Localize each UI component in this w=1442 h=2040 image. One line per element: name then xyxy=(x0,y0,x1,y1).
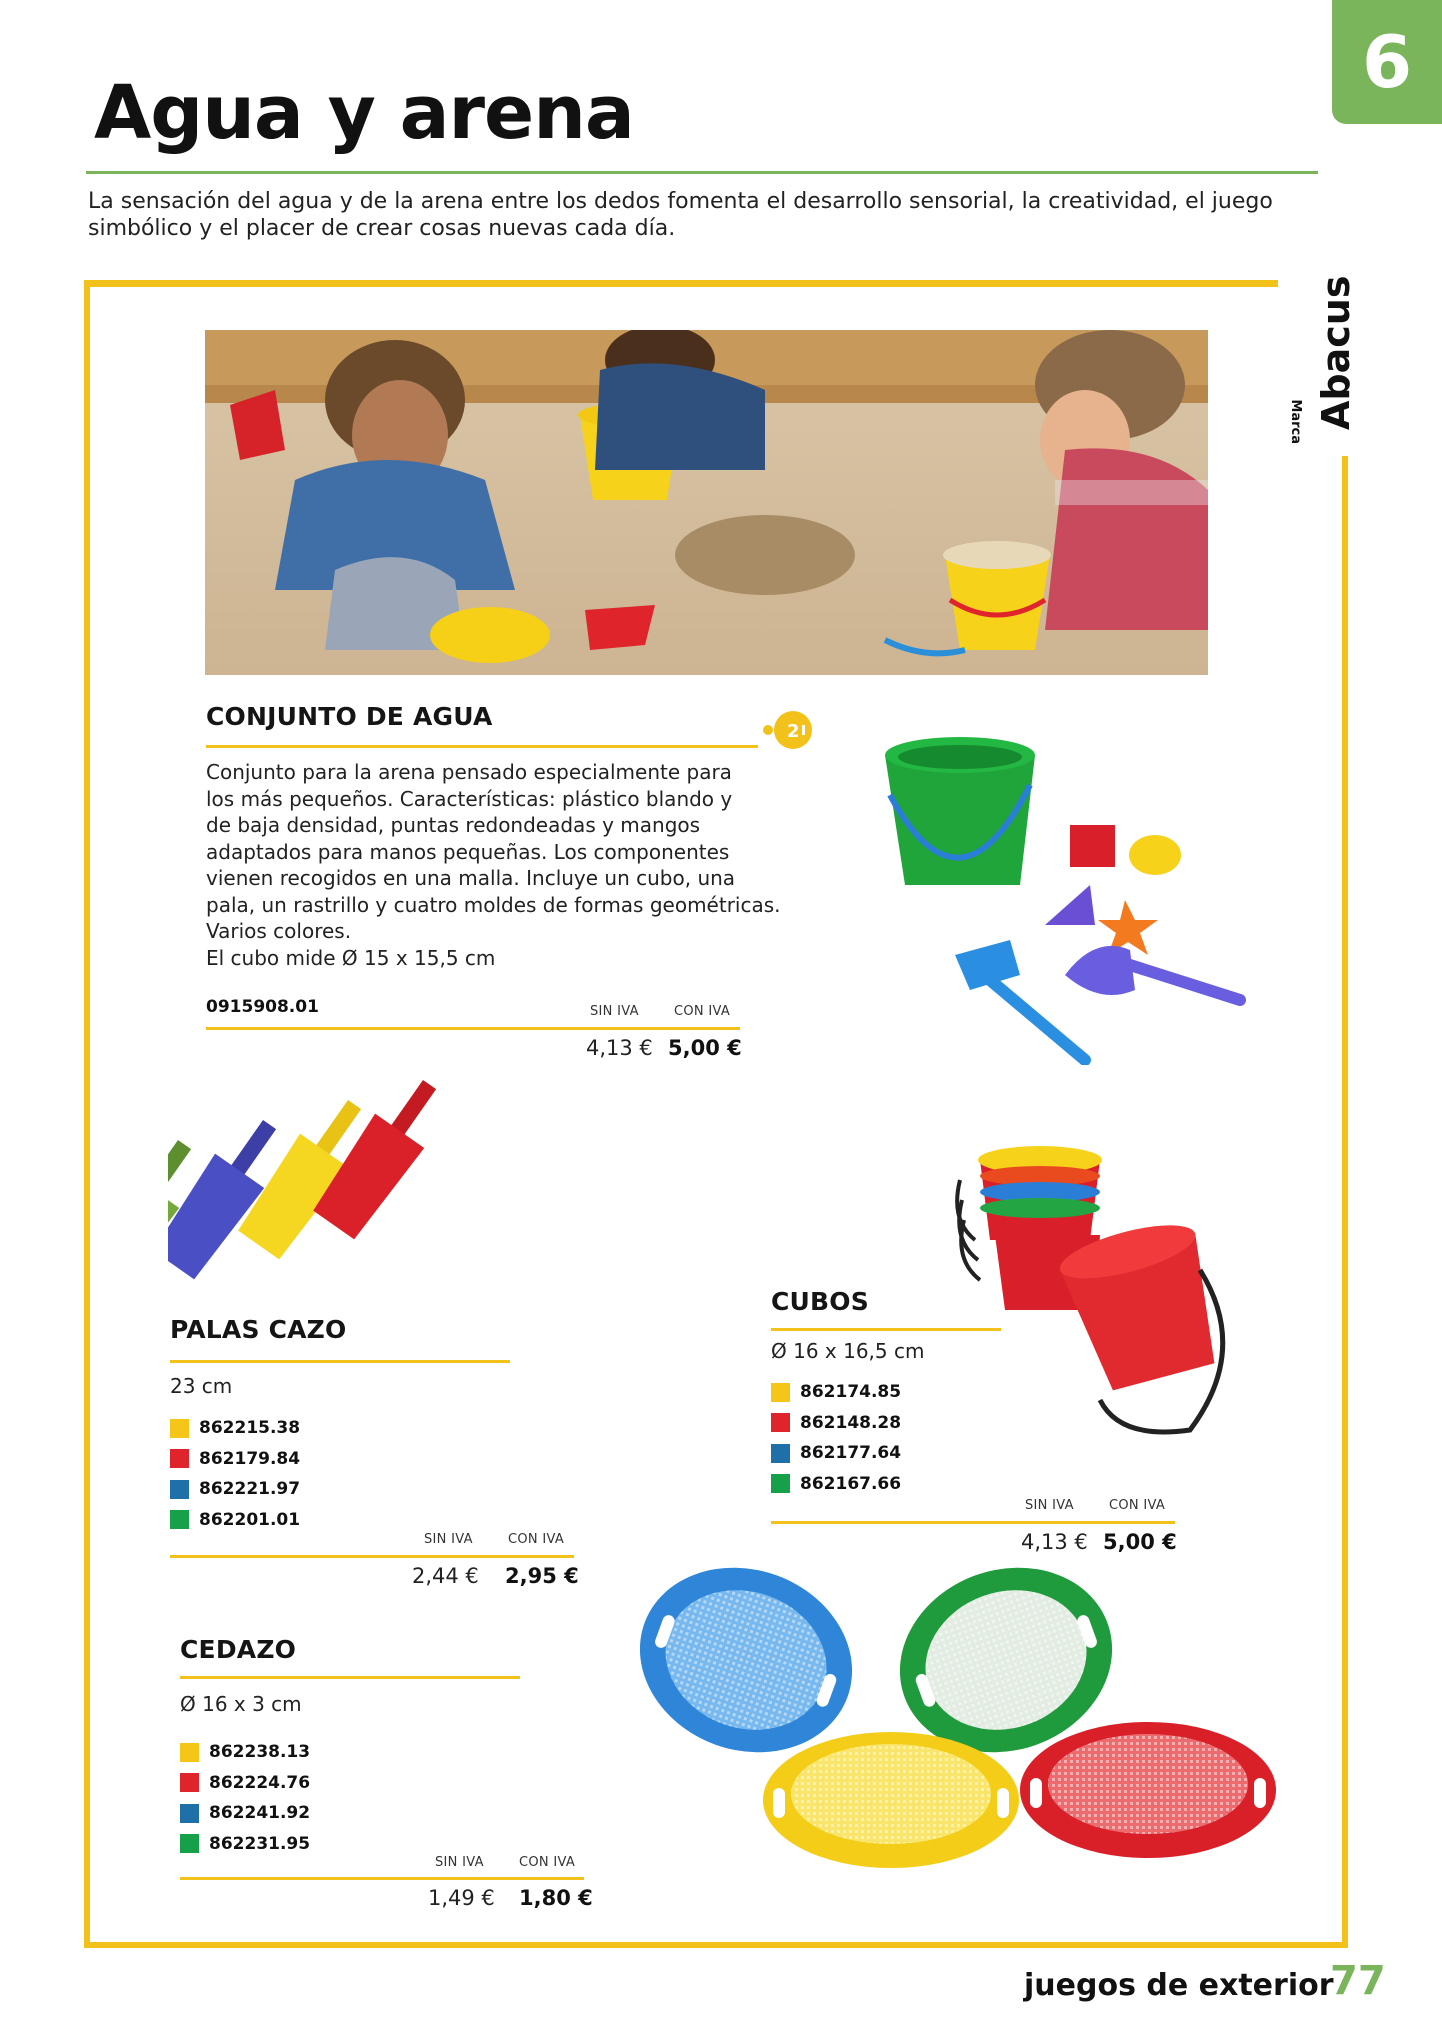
cedazo-dimension: Ø 16 x 3 cm xyxy=(180,1692,302,1716)
cubos-title: CUBOS xyxy=(771,1287,869,1316)
page-title: Agua y arena xyxy=(94,70,634,156)
desc-line: El cubo mide Ø 15 x 15,5 cm xyxy=(206,945,496,970)
desc-line: vienen recogidos en una malla. Incluye un cubo, una xyxy=(206,866,736,890)
palas-price-sin-label: SIN IVA xyxy=(424,1532,473,1547)
sieves-icon xyxy=(636,1565,1286,1875)
swatch-yellow xyxy=(180,1743,199,1762)
swatch-blue xyxy=(170,1480,189,1499)
page-number: 77 xyxy=(1330,1958,1386,2004)
cedazo-title-rule xyxy=(180,1676,520,1679)
swatch-green xyxy=(170,1510,189,1529)
conjunto-product-image xyxy=(870,725,1250,1065)
cubos-price-rule xyxy=(771,1521,1175,1524)
list-item xyxy=(170,1413,300,1444)
conjunto-description xyxy=(206,759,826,971)
cubos-dimension: Ø 16 x 16,5 cm xyxy=(771,1339,925,1363)
cubos-price-con-label: CON IVA xyxy=(1109,1498,1166,1513)
desc-line: los más pequeños. Características: plástico blando y xyxy=(206,786,733,811)
sku-code: 862167.66 xyxy=(800,1473,902,1494)
cedazo-price-sin: 1,49 € xyxy=(428,1886,495,1910)
conjunto-title-rule xyxy=(206,745,758,748)
list-item xyxy=(170,1474,300,1505)
scoops-icon xyxy=(168,1080,548,1310)
sku-code: 862148.28 xyxy=(800,1412,902,1433)
palas-price-rule xyxy=(170,1555,574,1558)
swatch-yellow xyxy=(170,1419,189,1438)
hero-photo-children-sandbox xyxy=(205,330,1208,675)
brand-prefix: Marca xyxy=(1288,399,1303,444)
list-item xyxy=(170,1505,300,1536)
desc-line: Varios colores. xyxy=(206,919,352,943)
brand-name: Abacus xyxy=(1314,275,1358,430)
palas-title-rule xyxy=(170,1360,510,1363)
sku-code: 862221.97 xyxy=(199,1479,301,1500)
swatch-green xyxy=(180,1834,199,1853)
conjunto-ref: 0915908.01 xyxy=(206,997,319,1017)
cedazo-product-image xyxy=(636,1565,1286,1875)
palas-price-con: 2,95 € xyxy=(505,1564,579,1588)
palas-sku-list xyxy=(170,1413,300,1535)
swatch-green xyxy=(771,1474,790,1493)
swatch-red xyxy=(771,1413,790,1432)
age-badge-number: 2 xyxy=(787,721,800,742)
conjunto-title: CONJUNTO DE AGUA xyxy=(206,702,493,731)
sku-code: 862231.95 xyxy=(209,1833,311,1854)
list-item xyxy=(180,1768,310,1799)
sku-code: 862174.85 xyxy=(800,1382,902,1403)
list-item xyxy=(771,1438,901,1469)
stacked-buckets-icon xyxy=(950,1140,1250,1440)
list-item xyxy=(771,1377,901,1408)
conjunto-price-rule xyxy=(206,1027,740,1030)
conjunto-price-con: 5,00 € xyxy=(668,1036,742,1060)
swatch-blue xyxy=(180,1804,199,1823)
cubos-price-sin: 4,13 € xyxy=(1021,1530,1088,1554)
sku-code: 862238.13 xyxy=(209,1742,311,1763)
sku-code: 862241.92 xyxy=(209,1803,311,1824)
cubos-product-image xyxy=(950,1140,1250,1440)
list-item xyxy=(771,1408,901,1439)
swatch-red xyxy=(180,1773,199,1792)
list-item xyxy=(180,1737,310,1768)
swatch-yellow xyxy=(771,1383,790,1402)
cubos-title-rule xyxy=(771,1328,1001,1331)
sku-code: 862224.76 xyxy=(209,1772,311,1793)
palas-dimension: 23 cm xyxy=(170,1374,233,1398)
list-item xyxy=(180,1829,310,1860)
intro-text: La sensación del agua y de la arena entre los dedos fomenta el desarrollo sensorial, la creatividad, el juego simbólico y el placer de crear cosas nuevas cada día. xyxy=(88,189,1273,241)
conjunto-price-sin: 4,13 € xyxy=(586,1036,653,1060)
bucket-set-icon xyxy=(870,725,1250,1065)
chapter-tab: 6 xyxy=(1332,0,1442,124)
conjunto-price-con-label: CON IVA xyxy=(674,1004,731,1019)
desc-line: adaptados para manos pequeñas. Los componentes xyxy=(206,839,730,864)
cedazo-price-rule xyxy=(180,1877,584,1880)
cedazo-price-con-label: CON IVA xyxy=(519,1855,576,1870)
age-badge xyxy=(758,710,814,750)
sku-code: 862215.38 xyxy=(199,1418,301,1439)
palas-title: PALAS CAZO xyxy=(170,1315,347,1344)
cubos-price-con: 5,00 € xyxy=(1103,1530,1177,1554)
cubos-price-sin-label: SIN IVA xyxy=(1025,1498,1074,1513)
cubos-sku-list xyxy=(771,1377,901,1499)
brand-label xyxy=(1262,275,1372,450)
desc-line: de baja densidad, puntas redondeadas y mangos xyxy=(206,813,701,837)
cedazo-title: CEDAZO xyxy=(180,1635,297,1664)
sandbox-photo-icon xyxy=(205,330,1208,675)
cedazo-price-sin-label: SIN IVA xyxy=(435,1855,484,1870)
footer-section-title: juegos de exterior xyxy=(1024,1968,1334,2003)
desc-line: pala, un rastrillo y cuatro moldes de formas geométricas. xyxy=(206,892,781,917)
palas-price-con-label: CON IVA xyxy=(508,1532,565,1547)
sku-code: 862179.84 xyxy=(199,1448,301,1469)
sku-code: 862201.01 xyxy=(199,1509,301,1530)
title-rule xyxy=(86,171,1318,174)
cedazo-sku-list xyxy=(180,1737,310,1859)
palas-price-sin: 2,44 € xyxy=(412,1564,479,1588)
swatch-red xyxy=(170,1449,189,1468)
palas-product-image xyxy=(168,1080,548,1310)
age-2-years-icon xyxy=(758,710,814,750)
list-item xyxy=(771,1469,901,1500)
cedazo-price-con: 1,80 € xyxy=(519,1886,593,1910)
sku-code: 862177.64 xyxy=(800,1443,902,1464)
swatch-blue xyxy=(771,1444,790,1463)
list-item xyxy=(180,1798,310,1829)
conjunto-price-sin-label: SIN IVA xyxy=(590,1004,639,1019)
list-item xyxy=(170,1444,300,1475)
desc-line: Conjunto para la arena pensado especialmente para xyxy=(206,760,732,784)
